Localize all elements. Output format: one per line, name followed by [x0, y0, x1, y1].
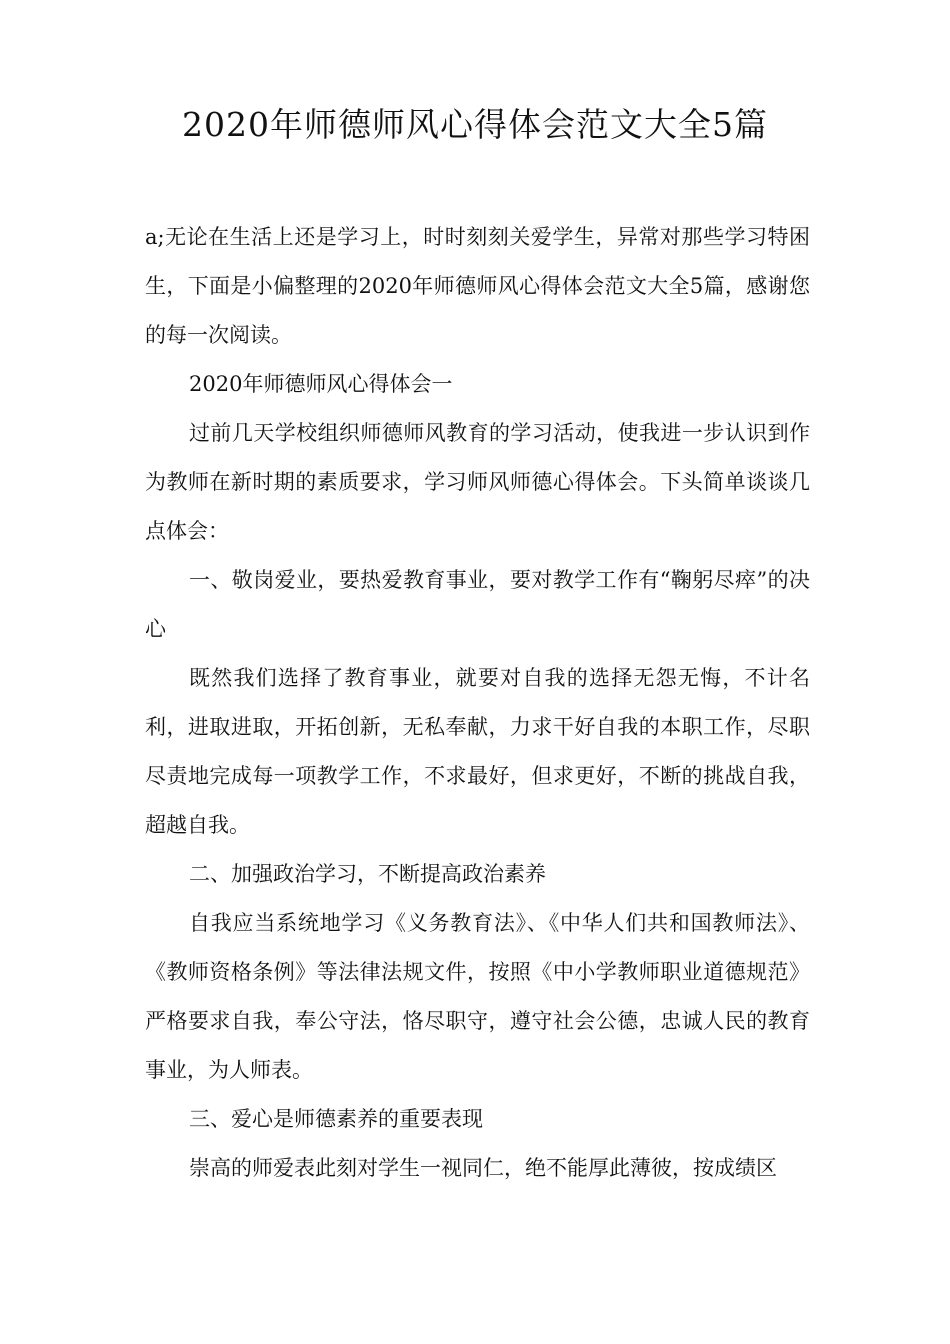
section-heading-1: 2020年师德师风心得体会一 — [189, 372, 453, 396]
paragraph: 崇高的师爱表此刻对学生一视同仁，绝不能厚此薄彼，按成绩区 — [189, 1156, 777, 1180]
subheading-2: 二、加强政治学习，不断提高政治素养 — [189, 862, 546, 886]
subheading-3: 三、爱心是师德素养的重要表现 — [189, 1107, 483, 1131]
paragraph-intro: a;无论在生活上还是学习上，时时刻刻关爱学生，异常对那些学习特困生，下面是小偏整理的2020年师德师风心得体会范文大全5篇，感谢您的每一次阅读。 — [145, 225, 810, 347]
subheading-1: 一、敬岗爱业，要热爱教育事业，要对教学工作有“鞠躬尽瘁”的决心 — [145, 568, 810, 641]
document-title: 2020年师德师风心得体会范文大全5篇 — [182, 105, 768, 144]
paragraph: 过前几天学校组织师德师风教育的学习活动，使我进一步认识到作为教师在新时期的素质要求，学习师风师德心得体会。下头简单谈谈几点体会： — [145, 421, 810, 543]
document-body — [145, 213, 810, 1193]
paragraph: 自我应当系统地学习《义务教育法》、《中华人们共和国教师法》、《教师资格条例》等法律法规文件，按照《中小学教师职业道德规范》严格要求自我，奉公守法，恪尽职守，遵守社会公德，忠诚人民的教育事业，为人师表。 — [145, 911, 810, 1082]
paragraph: 既然我们选择了教育事业，就要对自我的选择无怨无悔，不计名利，进取进取，开拓创新，无私奉献，力求干好自我的本职工作，尽职尽责地完成每一项教学工作，不求最好，但求更好，不断的挑战自我，超越自我。 — [145, 666, 810, 837]
